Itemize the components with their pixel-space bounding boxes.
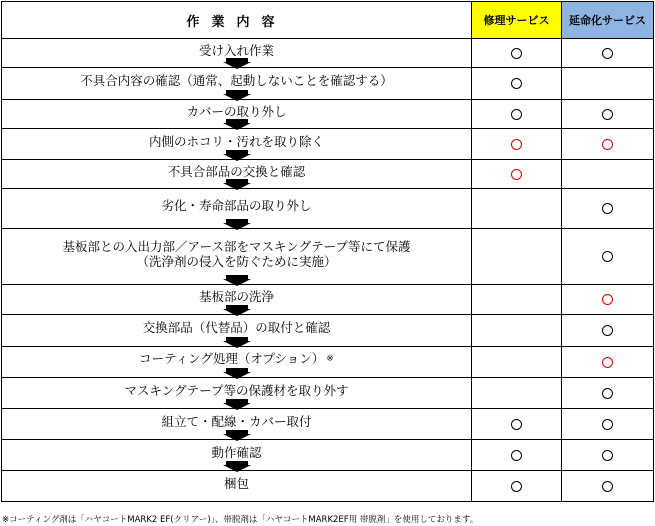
repair-mark-cell — [472, 440, 562, 471]
task-label: 基板部の洗浄 — [198, 289, 274, 304]
extend-mark-cell — [562, 39, 654, 68]
extend-mark-cell — [562, 285, 654, 315]
circle-mark-icon — [602, 48, 613, 59]
repair-mark-cell — [472, 160, 562, 189]
service-comparison-table — [1, 1, 654, 502]
task-label: コーティング処理（オプション） — [139, 351, 325, 366]
task-cell — [2, 285, 472, 315]
repair-mark-cell — [472, 347, 562, 378]
circle-mark-icon — [602, 450, 613, 461]
table-row — [2, 315, 654, 347]
table-row — [2, 129, 654, 160]
task-label: 梱包 — [223, 475, 249, 491]
task-label: 組立て・配線・カバー取付 — [161, 413, 312, 429]
table-row — [2, 229, 654, 285]
extend-mark-cell — [562, 409, 654, 440]
table-row — [2, 378, 654, 409]
circle-mark-icon — [602, 357, 613, 368]
circle-mark-icon — [602, 139, 613, 150]
extend-mark-cell — [562, 440, 654, 471]
task-column-header: 作業内容 — [2, 2, 472, 39]
circle-mark-icon — [602, 419, 613, 430]
circle-mark-icon — [602, 388, 613, 399]
task-cell — [2, 229, 472, 285]
extend-mark-cell — [562, 68, 654, 100]
repair-mark-cell — [472, 285, 562, 315]
circle-mark-icon — [511, 481, 522, 492]
table-row — [2, 189, 654, 229]
repair-mark-cell — [472, 471, 562, 502]
task-label: 内側のホコリ・汚れを取り除く — [148, 133, 324, 149]
table-row — [2, 285, 654, 315]
repair-mark-cell — [472, 129, 562, 160]
extend-mark-cell — [562, 471, 654, 502]
task-label: 基板部との入出力部／アース部をマスキングテープ等にて保護 — [62, 238, 411, 254]
circle-mark-icon — [511, 419, 522, 430]
table-row — [2, 68, 654, 100]
task-label: 不具合部品の交換と確認 — [167, 163, 306, 179]
table-row — [2, 409, 654, 440]
repair-mark-cell — [472, 378, 562, 409]
table-row — [2, 39, 654, 68]
repair-mark-cell — [472, 39, 562, 68]
task-label: 動作確認 — [211, 444, 262, 460]
circle-mark-icon — [511, 139, 522, 150]
circle-mark-icon — [602, 109, 613, 120]
repair-mark-cell — [472, 229, 562, 285]
task-cell — [2, 440, 472, 471]
repair-mark-cell — [472, 68, 562, 100]
task-cell — [2, 471, 472, 502]
extend-mark-cell — [562, 100, 654, 129]
task-label: 受け入れ作業 — [198, 42, 274, 58]
circle-mark-icon — [511, 169, 522, 180]
task-cell — [2, 160, 472, 189]
task-cell — [2, 347, 472, 378]
circle-mark-icon — [602, 481, 613, 492]
task-cell — [2, 315, 472, 347]
table-row — [2, 440, 654, 471]
repair-mark-cell — [472, 100, 562, 129]
extend-mark-cell — [562, 129, 654, 160]
task-cell — [2, 39, 472, 68]
task-label: 不具合内容の確認（通常、起動しないことを確認する） — [80, 73, 393, 88]
table-row — [2, 347, 654, 378]
extend-mark-cell — [562, 160, 654, 189]
note-marker: ※ — [326, 354, 334, 364]
circle-mark-icon — [511, 48, 522, 59]
extend-service-header: 延命化サービス — [562, 2, 654, 39]
task-label: マスキングテープ等の保護材を取り外す — [124, 382, 349, 398]
repair-mark-cell — [472, 189, 562, 229]
task-label: 交換部品（代替品）の取付と確認 — [142, 320, 331, 335]
circle-mark-icon — [602, 251, 613, 262]
table-row — [2, 160, 654, 189]
task-label: カバーの取り外し — [186, 103, 287, 119]
circle-mark-icon — [602, 325, 613, 336]
extend-mark-cell — [562, 229, 654, 285]
repair-mark-cell — [472, 315, 562, 347]
task-cell — [2, 409, 472, 440]
extend-mark-cell — [562, 347, 654, 378]
extend-mark-cell — [562, 315, 654, 347]
circle-mark-icon — [511, 109, 522, 120]
task-cell — [2, 100, 472, 129]
task-sublabel: （洗浄剤の侵入を防ぐために実施） — [136, 253, 337, 269]
footnote: ※コーティング剤は「ハヤコートMARK2 EF(クリアー)」、帯脱剤は「ハヤコートMARK2EF用 帯脱剤」を使用しております。 — [2, 515, 479, 525]
task-cell — [2, 68, 472, 100]
task-cell — [2, 189, 472, 229]
circle-mark-icon — [602, 294, 613, 305]
header-row — [2, 2, 654, 39]
extend-mark-cell — [562, 189, 654, 229]
extend-mark-cell — [562, 378, 654, 409]
repair-service-header: 修理サービス — [472, 2, 562, 39]
circle-mark-icon — [511, 450, 522, 461]
repair-mark-cell — [472, 409, 562, 440]
circle-mark-icon — [602, 203, 613, 214]
task-label: 劣化・寿命部品の取り外し — [161, 198, 312, 213]
table-row — [2, 471, 654, 502]
table-row — [2, 100, 654, 129]
task-cell — [2, 378, 472, 409]
circle-mark-icon — [511, 78, 522, 89]
task-cell — [2, 129, 472, 160]
